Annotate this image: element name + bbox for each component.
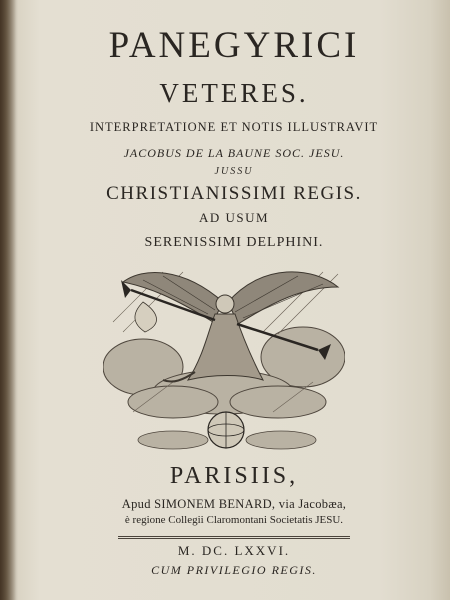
place-of-publication: PARISIIS, [169,463,299,489]
location-line: è regione Collegii Claromontani Societatis JESU. [124,514,344,526]
delphini-line: SERENISSIMI DELPHINI. [144,235,324,250]
fame-engraving-icon [103,262,345,452]
ad-usum-line: AD USUM [198,210,270,225]
book-subtitle: VETERES. [159,78,309,108]
privilege-line: CUM PRIVILEGIO REGIS. [151,563,317,577]
editor-line: JACOBUS DE LA BAUNE SOC. JESU. [123,146,345,160]
publisher-line: Apud SIMONEM BENARD, via Jacobæa, [121,497,347,511]
publication-year: M. DC. LXXVI. [177,543,291,558]
divider-rule [118,538,350,539]
jussu-line: JUSSU [214,166,254,177]
binding-shadow [0,0,18,600]
book-title: PANEGYRICI [108,25,360,66]
regis-line: CHRISTIANISSIMI REGIS. [106,183,362,204]
interpretation-line: INTERPRETATIONE ET NOTIS ILLUSTRAVIT [89,120,379,134]
title-page [18,0,450,600]
divider-rule [118,536,350,537]
